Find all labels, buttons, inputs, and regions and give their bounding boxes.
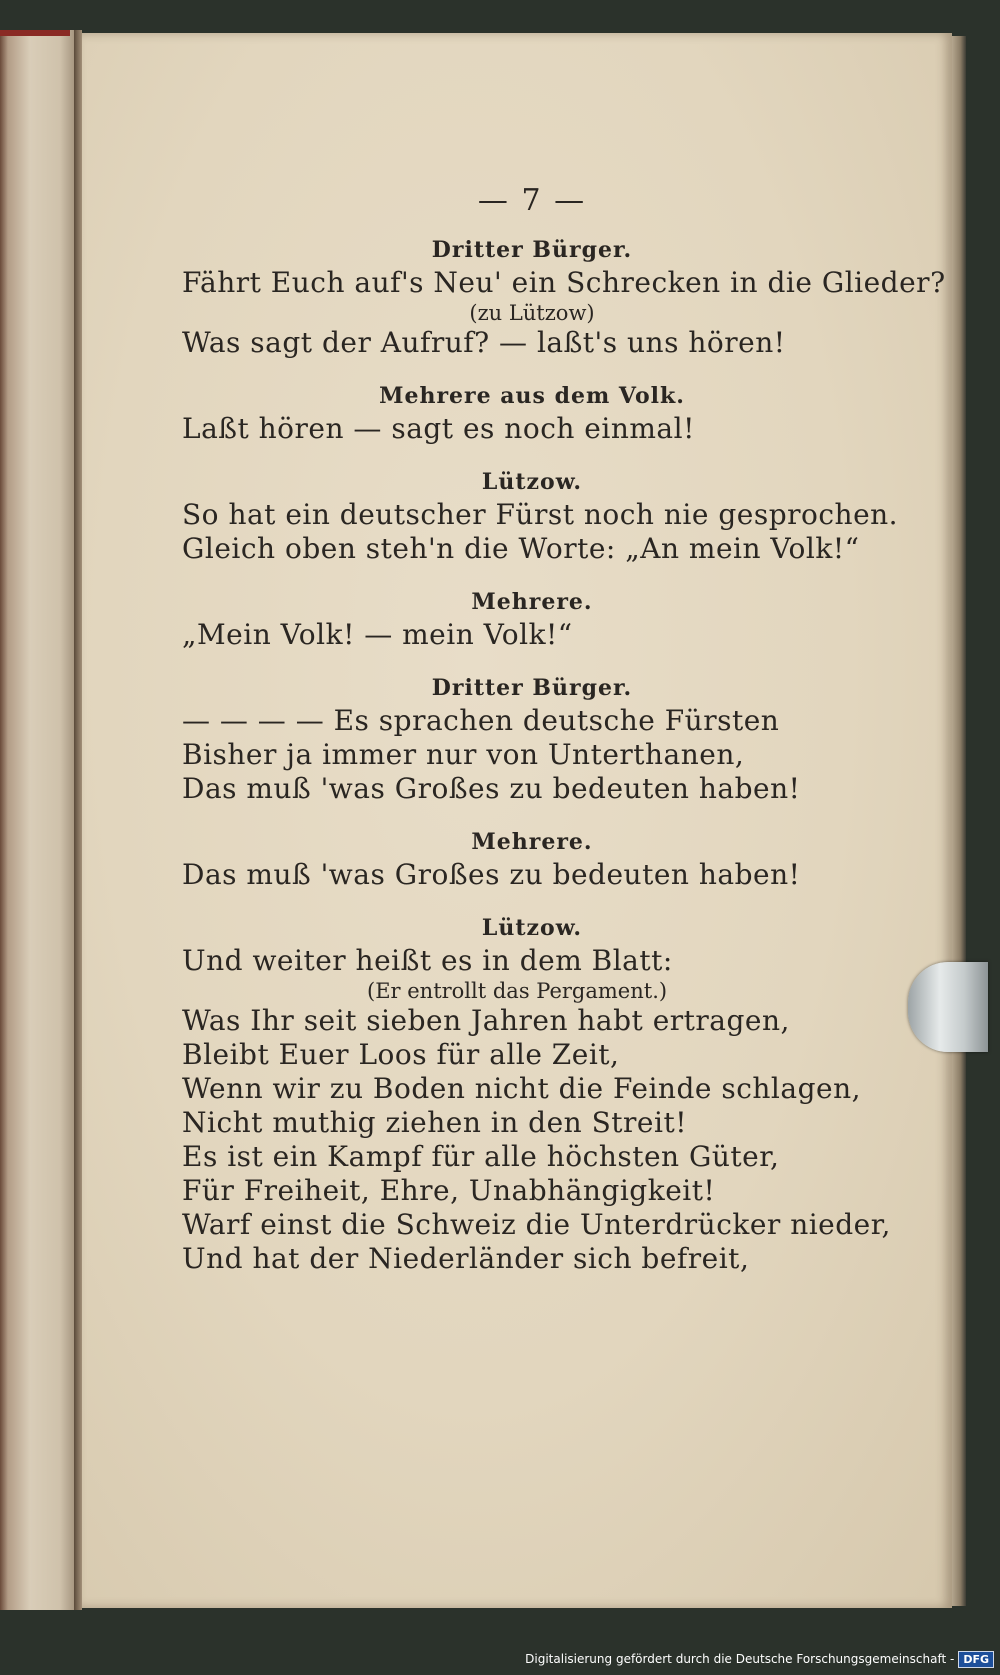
credit-text: Digitalisierung gefördert durch die Deutsche Forschungsgemeinschaft - — [525, 1652, 955, 1666]
binding-strip — [0, 30, 70, 36]
verse-line: So hat ein deutscher Fürst noch nie gesprochen. — [182, 498, 899, 531]
stage-direction: (zu Lützow) — [469, 301, 595, 325]
verse-line: Bisher ja immer nur von Unterthanen, — [182, 738, 745, 771]
speaker-name: Dritter Bürger. — [431, 675, 633, 701]
page-number: — 7 — — [477, 183, 587, 218]
verse-line: Was sagt der Aufruf? — laßt's uns hören! — [182, 326, 786, 359]
verse-line: Laßt hören — sagt es noch einmal! — [182, 412, 695, 445]
speaker-name: Lützow. — [481, 469, 583, 495]
speaker-name: Mehrere. — [471, 829, 593, 855]
verse-line: Warf einst die Schweiz die Unterdrücker nieder, — [182, 1208, 891, 1241]
stage-direction: (Er entrollt das Pergament.) — [367, 979, 668, 1003]
verse-line: Gleich oben steh'n die Worte: „An mein Volk!“ — [182, 532, 860, 565]
left-page-edge — [0, 30, 78, 1610]
verse-line: Das muß 'was Großes zu bedeuten haben! — [182, 858, 801, 891]
verse-line: Für Freiheit, Ehre, Unabhängigkeit! — [182, 1174, 716, 1207]
speaker-name: Dritter Bürger. — [431, 237, 633, 263]
speaker-name: Mehrere. — [471, 589, 593, 615]
page-stack-edge — [952, 36, 966, 1606]
verse-line: — — — — Es sprachen deutsche Fürsten — [182, 704, 780, 737]
dfg-logo: DFG — [958, 1651, 994, 1668]
page-text — [182, 176, 946, 1276]
page-clip — [908, 962, 988, 1052]
verse-line: Es ist ein Kampf für alle höchsten Güter, — [182, 1140, 780, 1173]
verse-line: Und weiter heißt es in dem Blatt: — [182, 944, 673, 977]
verse-line: Das muß 'was Großes zu bedeuten haben! — [182, 772, 801, 805]
digitization-credit — [525, 1649, 994, 1669]
speaker-name: Lützow. — [481, 915, 583, 941]
verse-line: Wenn wir zu Boden nicht die Feinde schlagen, — [182, 1072, 862, 1105]
verse-line: Fährt Euch auf's Neu' ein Schrecken in die Glieder? — [182, 266, 946, 299]
speaker-name: Mehrere aus dem Volk. — [379, 383, 685, 409]
verse-line: Und hat der Niederländer sich befreit, — [182, 1242, 750, 1275]
verse-line: „Mein Volk! — mein Volk!“ — [182, 618, 573, 651]
verse-line: Was Ihr seit sieben Jahren habt ertragen, — [182, 1004, 790, 1037]
book-gutter — [74, 30, 82, 1610]
verse-line: Nicht muthig ziehen in den Streit! — [182, 1106, 687, 1139]
verse-line: Bleibt Euer Loos für alle Zeit, — [182, 1038, 620, 1071]
